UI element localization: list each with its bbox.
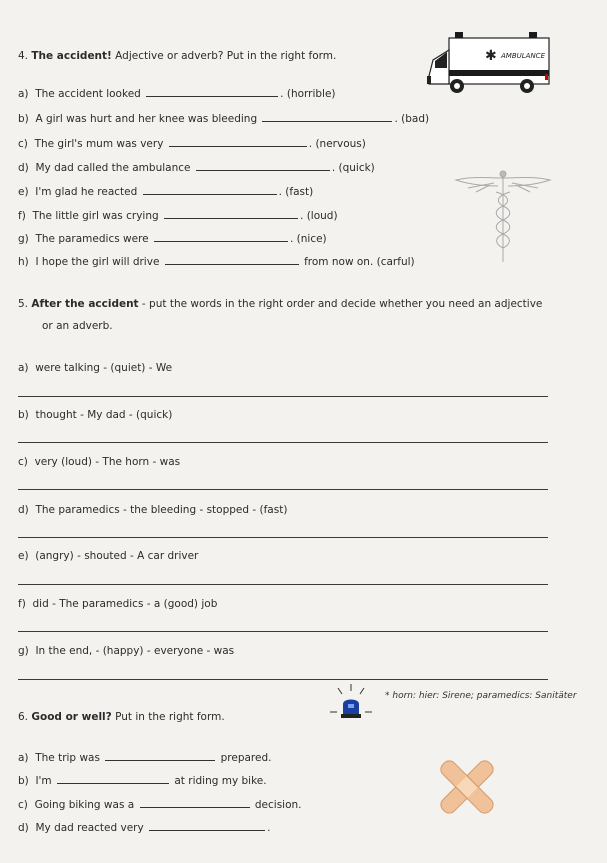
ambulance-icon	[425, 30, 555, 100]
answer-blank[interactable]	[105, 759, 215, 761]
task5-item-b	[18, 409, 172, 421]
answer-blank[interactable]	[149, 829, 265, 831]
item-text: were talking - (quiet) - We	[35, 362, 173, 374]
item-text-after: .	[267, 822, 271, 834]
answer-blank[interactable]	[146, 95, 278, 97]
task6-title-bold: Good or well?	[31, 711, 112, 723]
task4-item-d	[18, 162, 375, 174]
item-letter: g)	[18, 233, 29, 245]
answer-blank[interactable]	[169, 145, 307, 147]
item-text: The paramedics - the bleeding - stopped - (fast)	[35, 504, 288, 516]
item-text-after: decision.	[254, 799, 302, 811]
item-letter: d)	[18, 162, 29, 174]
item-text-after: . (loud)	[300, 210, 338, 222]
task5-item-a	[18, 362, 172, 374]
answer-line[interactable]	[18, 442, 548, 443]
task6-item-a	[18, 752, 271, 764]
item-text: very (loud) - The horn - was	[34, 456, 181, 468]
item-text-before: The trip was	[35, 752, 100, 764]
item-letter: f)	[18, 210, 26, 222]
item-text-after: . (quick)	[331, 162, 375, 174]
item-letter: h)	[18, 256, 29, 268]
task4-item-a	[18, 88, 336, 100]
answer-blank[interactable]	[196, 169, 330, 171]
task5-number: 5.	[18, 298, 29, 310]
item-letter: c)	[18, 138, 28, 150]
item-letter: c)	[18, 456, 28, 468]
task4-title-rest: Adjective or adverb? Put in the right form.	[111, 50, 337, 62]
task5-item-f	[18, 598, 217, 610]
answer-blank[interactable]	[140, 806, 250, 808]
item-letter: a)	[18, 362, 29, 374]
svg-text:✱: ✱	[485, 48, 497, 64]
answer-blank[interactable]	[262, 120, 392, 122]
task5-item-c	[18, 456, 180, 468]
task6-heading	[18, 711, 225, 723]
item-text-before: The girl's mum was very	[34, 138, 164, 150]
item-text-before: I hope the girl will drive	[35, 256, 160, 268]
item-letter: d)	[18, 504, 29, 516]
item-text-after: . (nervous)	[308, 138, 366, 150]
task4-item-b	[18, 113, 429, 125]
task6-item-b	[18, 775, 267, 787]
item-text: thought - My dad - (quick)	[35, 409, 173, 421]
answer-blank[interactable]	[164, 217, 298, 219]
item-text-before: The paramedics were	[35, 233, 149, 245]
task5-title-bold: After the accident	[31, 298, 139, 310]
task5-item-g	[18, 645, 234, 657]
task6-title-rest: Put in the right form.	[111, 711, 225, 723]
answer-line[interactable]	[18, 489, 548, 490]
item-text-after: . (horrible)	[280, 88, 336, 100]
task4-number: 4.	[18, 50, 29, 62]
item-letter: f)	[18, 598, 26, 610]
item-text-before: A girl was hurt and her knee was bleeding	[35, 113, 258, 125]
answer-line[interactable]	[18, 631, 548, 632]
item-text-before: My dad reacted very	[35, 822, 144, 834]
task4-item-f	[18, 210, 338, 222]
item-text-after: . (nice)	[289, 233, 327, 245]
item-letter: b)	[18, 113, 29, 125]
task5-item-e	[18, 550, 198, 562]
answer-blank[interactable]	[143, 193, 277, 195]
task5-heading	[18, 298, 542, 310]
item-letter: e)	[18, 550, 29, 562]
item-text-before: The accident looked	[35, 88, 141, 100]
item-letter: b)	[18, 409, 29, 421]
bandage-icon	[432, 752, 502, 822]
item-text: In the end, - (happy) - everyone - was	[35, 645, 235, 657]
task5-title-line2: or an adverb.	[42, 320, 113, 332]
item-text: did - The paramedics - a (good) job	[32, 598, 218, 610]
item-text-after: at riding my bike.	[174, 775, 267, 787]
task6-item-c	[18, 799, 302, 811]
caduceus-icon	[448, 170, 558, 265]
item-letter: g)	[18, 645, 29, 657]
item-letter: e)	[18, 186, 29, 198]
item-text-before: The little girl was crying	[32, 210, 159, 222]
task5-title-rest: - put the words in the right order and decide whether you need an adjective	[138, 298, 543, 310]
item-text-after: . (bad)	[394, 113, 430, 125]
answer-blank[interactable]	[57, 782, 169, 784]
vocab-note: * horn: hier: Sirene; paramedics: Sanitäter	[385, 691, 577, 701]
item-letter: a)	[18, 752, 29, 764]
task4-item-g	[18, 233, 327, 245]
task4-item-h	[18, 256, 415, 268]
item-text-before: Going biking was a	[34, 799, 135, 811]
answer-blank[interactable]	[165, 263, 299, 265]
task6-number: 6.	[18, 711, 29, 723]
answer-line[interactable]	[18, 396, 548, 397]
answer-line[interactable]	[18, 679, 548, 680]
item-letter: b)	[18, 775, 29, 787]
item-text-before: My dad called the ambulance	[35, 162, 191, 174]
task4-heading	[18, 50, 336, 62]
task6-item-d	[18, 822, 270, 834]
siren-icon	[328, 682, 374, 722]
item-text: (angry) - shouted - A car driver	[35, 550, 199, 562]
task4-item-e	[18, 186, 313, 198]
item-text-before: I'm glad he reacted	[35, 186, 138, 198]
ambulance-label: AMBULANCE	[501, 52, 545, 60]
item-letter: a)	[18, 88, 29, 100]
item-text-after: from now on. (carful)	[304, 256, 415, 268]
task5-item-d	[18, 504, 287, 516]
item-letter: c)	[18, 799, 28, 811]
task4-item-c	[18, 138, 366, 150]
task4-title-bold: The accident!	[31, 50, 112, 62]
answer-blank[interactable]	[154, 240, 288, 242]
answer-line[interactable]	[18, 584, 548, 585]
item-text-after: prepared.	[220, 752, 272, 764]
item-letter: d)	[18, 822, 29, 834]
item-text-after: . (fast)	[278, 186, 314, 198]
item-text-before: I'm	[35, 775, 52, 787]
answer-line[interactable]	[18, 537, 548, 538]
